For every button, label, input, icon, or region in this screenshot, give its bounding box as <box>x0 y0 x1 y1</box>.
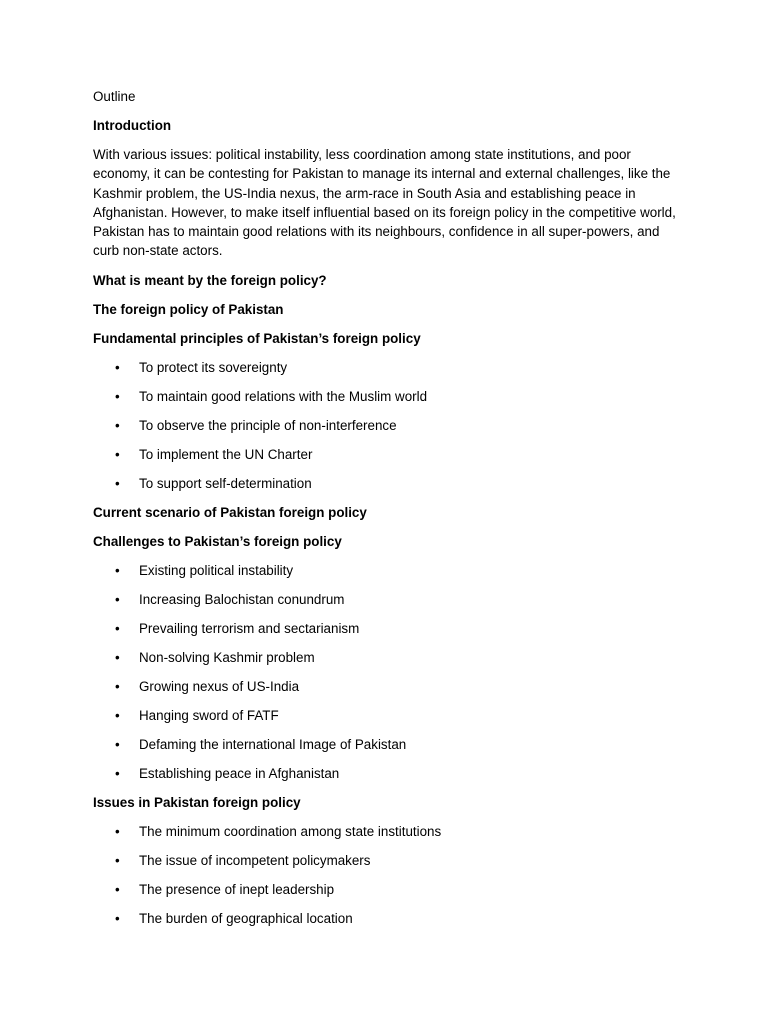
list-item-text: Establishing peace in Afghanistan <box>139 765 340 781</box>
bullet-icon: • <box>115 765 120 781</box>
principles-list <box>93 358 683 493</box>
list-item <box>93 706 683 725</box>
bullet-icon: • <box>115 823 120 839</box>
list-item <box>93 474 683 493</box>
list-item <box>93 416 683 435</box>
bullet-icon: • <box>115 881 120 897</box>
list-item <box>93 735 683 754</box>
heading-foreign-policy: The foreign policy of Pakistan <box>93 301 284 317</box>
list-item-text: To protect its sovereignty <box>139 359 288 375</box>
bullet-icon: • <box>115 388 120 404</box>
bullet-icon: • <box>115 678 120 694</box>
list-item-text: To implement the UN Charter <box>139 446 313 462</box>
bullet-icon: • <box>115 910 120 926</box>
heading-issues: Issues in Pakistan foreign policy <box>93 794 301 810</box>
bullet-icon: • <box>115 591 120 607</box>
list-item-text: To support self-determination <box>139 475 312 491</box>
list-item <box>93 619 683 638</box>
list-item-text: The presence of inept leadership <box>139 881 335 897</box>
heading-principles: Fundamental principles of Pakistan’s foreign policy <box>93 330 421 346</box>
list-item <box>93 677 683 696</box>
list-item <box>93 822 683 841</box>
list-item <box>93 590 683 609</box>
list-item-text: Hanging sword of FATF <box>139 707 279 723</box>
heading-introduction: Introduction <box>93 118 172 133</box>
list-item-text: The issue of incompetent policymakers <box>139 852 371 868</box>
list-item <box>93 851 683 870</box>
list-item-text: The burden of geographical location <box>139 910 353 926</box>
outline-label: Outline <box>93 89 136 104</box>
list-item-text: Increasing Balochistan conundrum <box>139 591 345 607</box>
bullet-icon: • <box>115 475 120 491</box>
bullet-icon: • <box>115 562 120 578</box>
issues-list <box>93 822 683 928</box>
list-item-text: The minimum coordination among state institutions <box>139 823 442 839</box>
list-item-text: Growing nexus of US-India <box>139 678 300 694</box>
list-item <box>93 764 683 783</box>
bullet-icon: • <box>115 359 120 375</box>
list-item-text: Defaming the international Image of Pakistan <box>139 736 407 752</box>
list-item-text: To observe the principle of non-interference <box>139 417 397 433</box>
list-item <box>93 880 683 899</box>
list-item-text: Existing political instability <box>139 562 294 578</box>
bullet-icon: • <box>115 446 120 462</box>
bullet-icon: • <box>115 707 120 723</box>
list-item <box>93 561 683 580</box>
list-item <box>93 387 683 406</box>
heading-meaning: What is meant by the foreign policy? <box>93 272 327 288</box>
document-page <box>93 87 683 938</box>
bullet-icon: • <box>115 417 120 433</box>
list-item-text: To maintain good relations with the Muslim world <box>139 388 428 404</box>
bullet-icon: • <box>115 852 120 868</box>
bullet-icon: • <box>115 736 120 752</box>
introduction-paragraph: With various issues: political instability, less coordination among state institutions, and poor economy, it can be contesting for Pakistan to manage its internal and external challenges, like the Kashmir problem, the US-India nexus, the arm-race in South Asia and establishing peace in Afghanistan. However, to make itself influential based on its foreign policy in the competitive world, Pakistan has to maintain good relations with its neighbours, confidence in all super-powers, and curb non-state actors. <box>93 147 676 259</box>
list-item <box>93 648 683 667</box>
heading-challenges: Challenges to Pakistan’s foreign policy <box>93 533 342 549</box>
list-item <box>93 909 683 928</box>
list-item-text: Non-solving Kashmir problem <box>139 649 315 665</box>
bullet-icon: • <box>115 649 120 665</box>
bullet-icon: • <box>115 620 120 636</box>
list-item-text: Prevailing terrorism and sectarianism <box>139 620 360 636</box>
list-item <box>93 358 683 377</box>
heading-current-scenario: Current scenario of Pakistan foreign policy <box>93 504 367 520</box>
list-item <box>93 445 683 464</box>
challenges-list <box>93 561 683 783</box>
